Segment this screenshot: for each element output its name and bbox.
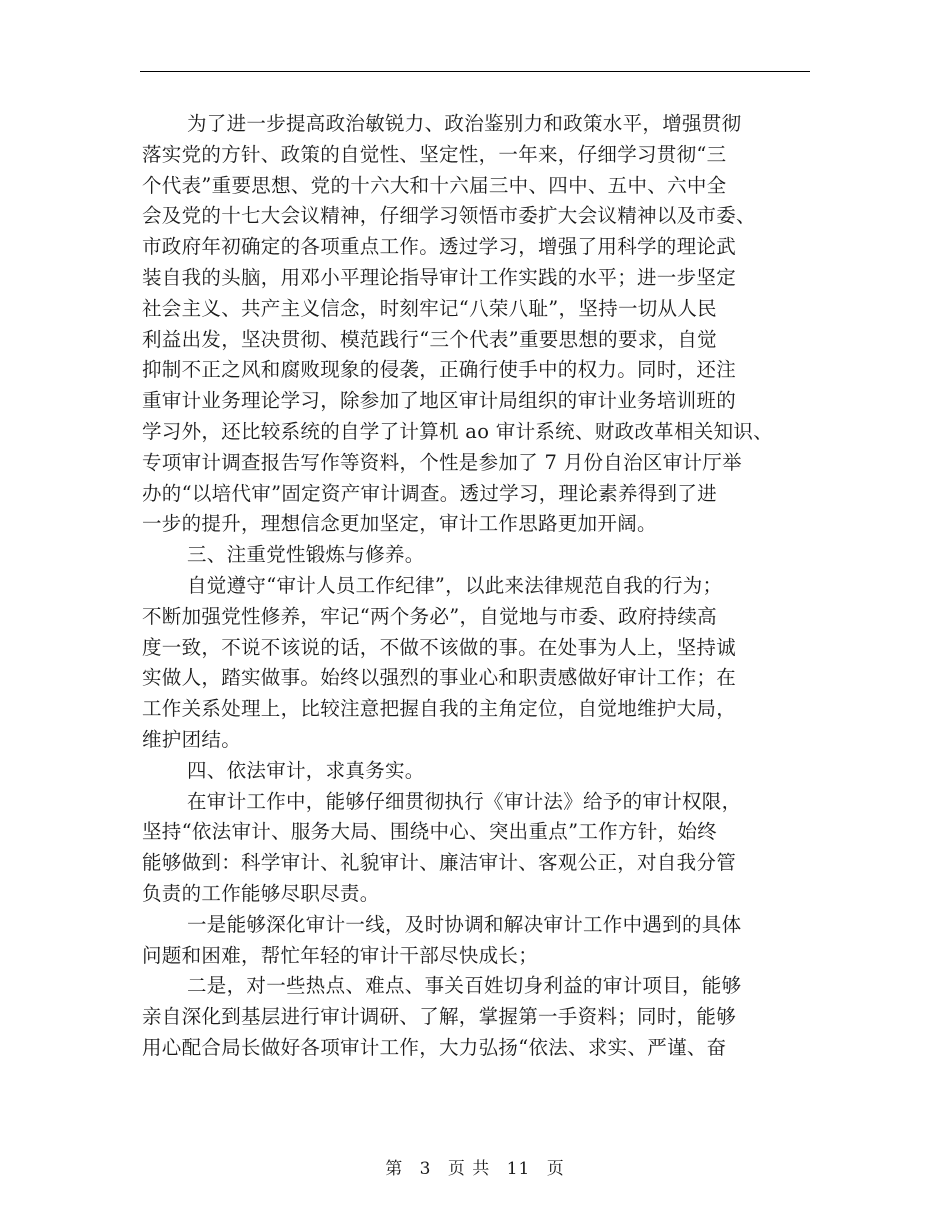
- text-line: 度一致，不说不该说的话，不做不该做的事。在处事为人上，坚持诚: [142, 635, 737, 659]
- text-line: 自觉遵守“审计人员工作纪律”，以此来法律规范自我的行为；: [187, 573, 723, 597]
- text-line: 办的“以培代审”固定资产审计调查。透过学习，理论素养得到了进: [142, 481, 717, 505]
- footer-total-pages: 11: [506, 1159, 531, 1179]
- text-line: 二是，对一些热点、难点、事关百姓切身利益的审计项目，能够: [187, 974, 742, 998]
- text-line: 四、依法审计，求真务实。: [187, 758, 425, 782]
- text-line: 抑制不正之风和腐败现象的侵袭，正确行使手中的权力。同时，还注: [142, 358, 737, 382]
- text-line: 三、注重党性锻炼与修养。: [187, 543, 425, 567]
- text-line: 为了进一步提高政治敏锐力、政治鉴别力和政策水平，增强贯彻: [187, 112, 742, 135]
- footer-suffix: 页: [546, 1159, 565, 1179]
- text-line: 在审计工作中，能够仔细贯彻执行《审计法》给予的审计权限，: [187, 789, 742, 813]
- text-line: 一是能够深化审计一线，及时协调和解决审计工作中遇到的具体: [187, 912, 742, 936]
- text-line: 实做人，踏实做事。始终以强烈的事业心和职责感做好审计工作；在: [142, 666, 737, 690]
- text-line: 坚持“依法审计、服务大局、围绕中心、突出重点”工作方针，始终: [142, 820, 717, 844]
- text-line: 亲自深化到基层进行审计调研、了解，掌握第一手资料；同时，能够: [142, 1005, 737, 1029]
- text-line: 专项审计调查报告写作等资料，个性是参加了 7 月份自治区审计厅举: [142, 450, 742, 474]
- page-footer: [0, 1154, 950, 1179]
- document-body: [142, 109, 822, 1064]
- text-line: 问题和困难，帮忙年轻的审计干部尽快成长；: [142, 943, 539, 967]
- footer-current-page: 3: [419, 1159, 432, 1179]
- text-line: 维护团结。: [142, 727, 242, 751]
- footer-prefix: 第: [385, 1159, 404, 1179]
- text-line: 能够做到：科学审计、礼貌审计、廉洁审计、客观公正，对自我分管: [142, 851, 737, 875]
- text-line: 一步的提升，理想信念更加坚定，审计工作思路更加开阔。: [142, 512, 657, 536]
- text-line: 重审计业务理论学习，除参加了地区审计局组织的审计业务培训班的: [142, 389, 737, 413]
- header-rule: [140, 71, 810, 72]
- text-line: 不断加强党性修养，牢记“两个务必”，自觉地与市委、政府持续高: [142, 604, 717, 628]
- text-line: 市政府年初确定的各项重点工作。透过学习，增强了用科学的理论武: [142, 235, 737, 259]
- footer-middle: 页 共: [447, 1159, 491, 1179]
- text-line: 落实党的方针、政策的自觉性、坚定性，一年来，仔细学习贯彻“三: [142, 142, 727, 166]
- text-line: 利益出发，坚决贯彻、模范践行“三个代表”重要思想的要求，自觉: [142, 327, 717, 351]
- text-line: 个代表”重要思想、党的十六大和十六届三中、四中、五中、六中全: [142, 173, 727, 197]
- text-line: 用心配合局长做好各项审计工作，大力弘扬“依法、求实、严谨、奋: [142, 1035, 727, 1059]
- text-line: 会及党的十七大会议精神，仔细学习领悟市委扩大会议精神以及市委、: [142, 204, 756, 228]
- text-line: 装自我的头脑，用邓小平理论指导审计工作实践的水平；进一步坚定: [142, 265, 737, 289]
- text-line: 社会主义、共产主义信念，时刻牢记“八荣八耻”，坚持一切从人民: [142, 296, 717, 320]
- text-line: 负责的工作能够尽职尽责。: [142, 881, 380, 905]
- text-line: 学习外，还比较系统的自学了计算机 ao 审计系统、财政改革相关知识、: [142, 419, 773, 443]
- text-line: 工作关系处理上，比较注意把握自我的主角定位，自觉地维护大局，: [142, 697, 737, 721]
